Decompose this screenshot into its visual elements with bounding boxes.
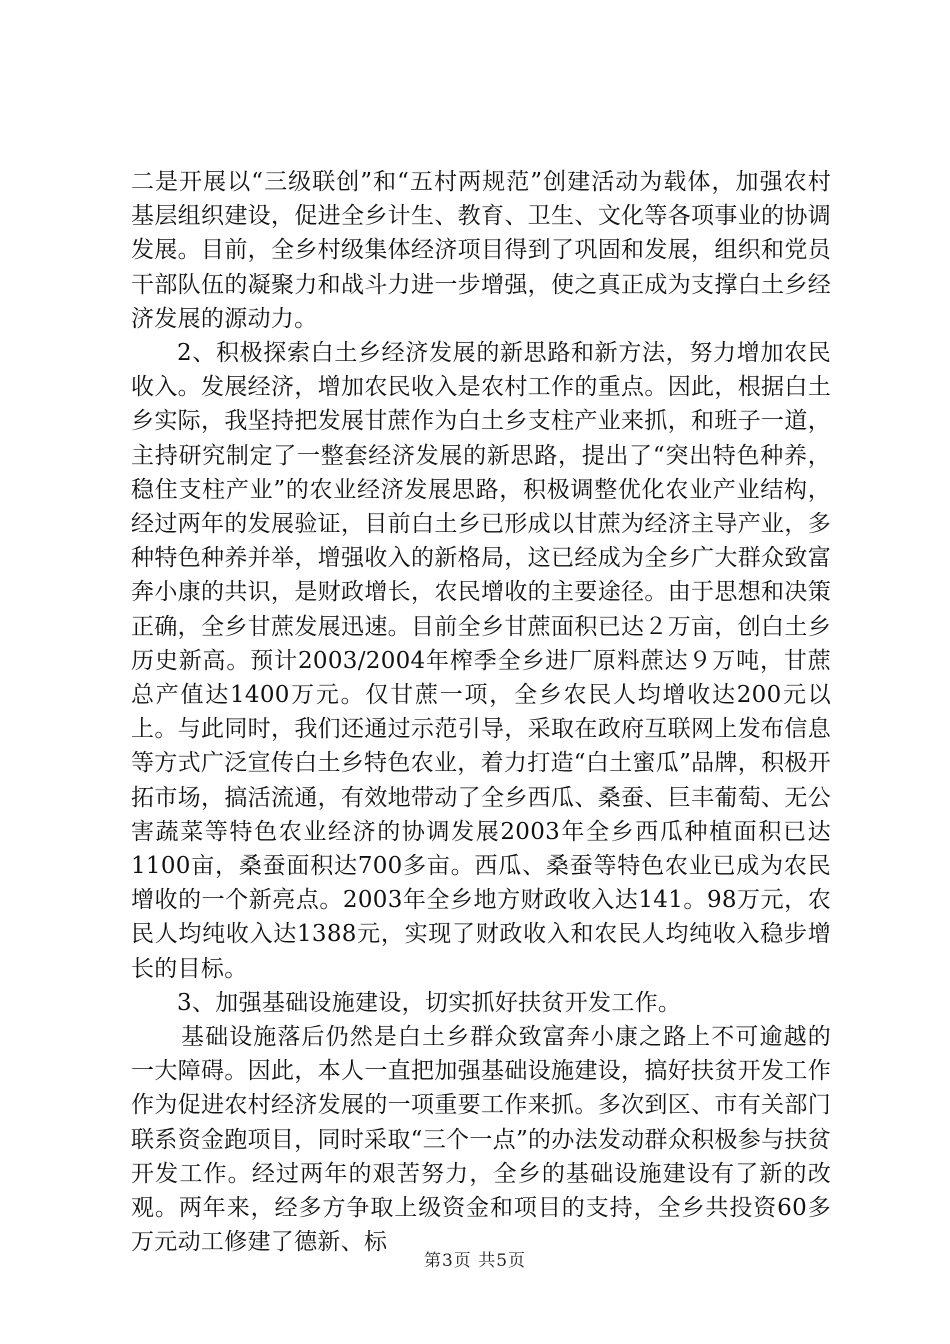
page-number-label: 第3页 共5页 [423,1251,527,1271]
document-body [131,165,831,1260]
paragraph-2: 2、积极探索白土乡经济发展的新思路和新方法，努力增加农民收入。发展经济，增加农民收入是农村工作的重点。因此，根据白土乡实际，我坚持把发展甘蔗作为白土乡支柱产业来抓，和班子一道，主持研究制定了一整套经济发展的新思路，提出了“突出特色种养，稳住支柱产业”的农业经济发展思路，积极调整优化农业产业结构，经过两年的发展验证，目前白土乡已形成以甘蔗为经济主导产业，多种特色种养并举，增强收入的新格局，这已经成为全乡广大群众致富奔小康的共识，是财政增长，农民增收的主要途径。由于思想和决策正确，全乡甘蔗发展迅速。目前全乡甘蔗面积已达２万亩，创白土乡历史新高。预计2003/2004年榨季全乡进厂原料蔗达９万吨，甘蔗总产值达1400万元。仅甘蔗一项，全乡农民人均增收达200元以上。与此同时，我们还通过示范引导，采取在政府互联网上发布信息等方式广泛宣传白土乡特色农业，着力打造“白土蜜瓜”品牌，积极开拓市场，搞活流通，有效地带动了全乡西瓜、桑蚕、巨丰葡萄、无公害蔬菜等特色农业经济的协调发展2003年全乡西瓜种植面积已达1100亩，桑蚕面积达700多亩。西瓜、桑蚕等特色农业已成为农民增收的一个新亮点。2003年全乡地方财政收入达141。98万元，农民人均纯收入达1388元，实现了财政收入和农民人均纯收入稳步增长的目标。 [131,340,831,982]
page-footer [0,1246,950,1271]
paragraph-1: 二是开展以“三级联创”和“五村两规范”创建活动为载体，加强农村基层组织建设，促进全乡计生、教育、卫生、文化等各项事业的协调发展。目前，全乡村级集体经济项目得到了巩固和发展，组织和党员干部队伍的凝聚力和战斗力进一步增强，使之真正成为支撑白土乡经济发展的源动力。 [131,169,831,332]
paragraph-3-heading: 3、加强基础设施建设，切实抓好扶贫开发工作。 [177,989,682,1016]
paragraph-4: 基础设施落后仍然是白土乡群众致富奔小康之路上不可逾越的一大障碍。因此，本人一直把加强基础设施建设，搞好扶贫开发工作作为促进农村经济发展的一项重要工作来抓。多次到区、市有关部门联系资金跑项目，同时采取“三个一点”的办法发动群众积极参与扶贫开发工作。经过两年的艰苦努力，全乡的基础设施建设有了新的改观。两年来，经多方争取上级资金和项目的支持，全乡共投资60多万元动工修建了德新、标 [131,1024,831,1256]
